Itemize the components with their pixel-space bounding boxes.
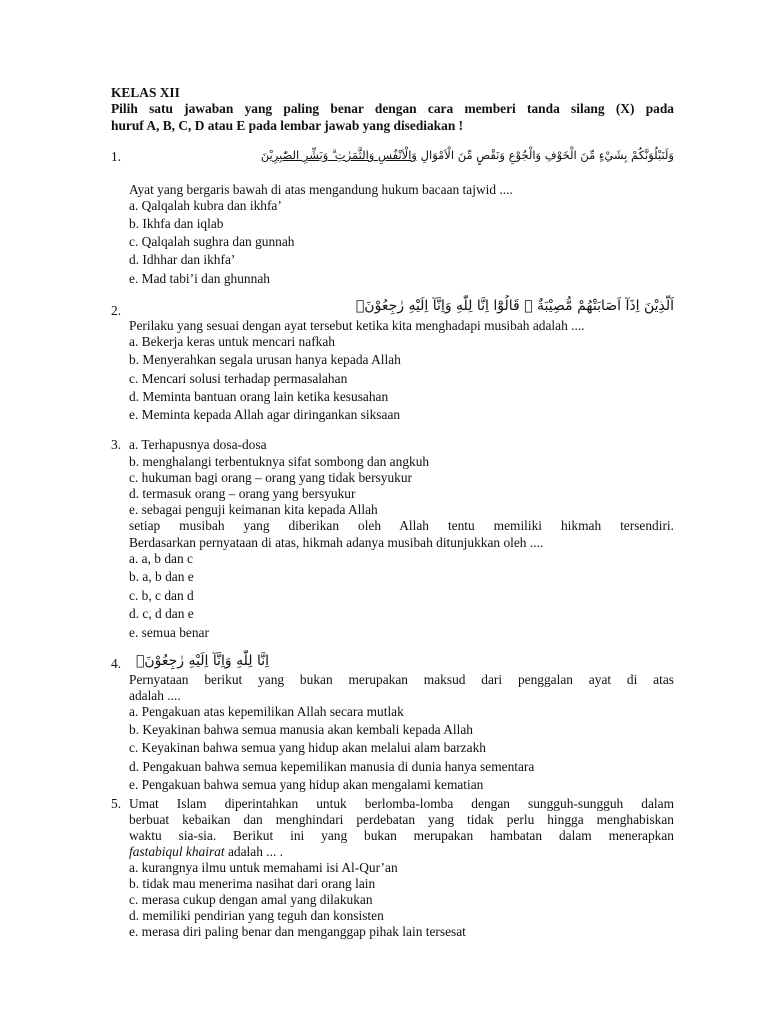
question-4-option-d: d. Pengakuan bahwa semua kepemilikan manusia di dunia hanya sementara <box>129 759 535 774</box>
question-3-number: 3. <box>111 437 122 452</box>
question-3-option-c: c. b, c dan d <box>129 588 194 603</box>
question-2-number: 2. <box>111 303 122 318</box>
instruction-line-1: Pilih satu jawaban yang paling benar dengan cara memberi tanda silang (X) pada <box>111 101 674 116</box>
question-4-option-b: b. Keyakinan bahwa semua manusia akan kembali kepada Allah <box>129 722 473 737</box>
question-3-statement-c: c. hukuman bagi orang – orang yang tidak bersyukur <box>129 470 412 485</box>
question-1-arabic-part-a: وَلَنَبْلُوَنَّكُمْ بِشَيْءٍ مِّنَ الْخَوْفِ وَالْجُوْعِ وَنَقْصٍ مِّنَ الْاَمْوَالِ <box>420 148 674 162</box>
question-3-text-line-2: Berdasarkan pernyataan di atas, hikmah adanya musibah ditunjukkan oleh .... <box>129 535 544 550</box>
question-3-statement-a: a. Terhapusnya dosa-dosa <box>129 437 267 452</box>
question-1-option-b: b. Ikhfa dan iqlab <box>129 216 224 231</box>
question-5-number: 5. <box>111 796 122 811</box>
question-5-option-c: c. merasa cukup dengan amal yang dilakukan <box>129 892 373 907</box>
question-1-option-d: d. Idhhar dan ikhfa’ <box>129 252 236 267</box>
question-1-option-e: e. Mad tabi’i dan ghunnah <box>129 271 270 286</box>
question-1-number: 1. <box>111 149 122 164</box>
question-2-text: Perilaku yang sesuai dengan ayat tersebut ketika kita menghadapi musibah adalah .... <box>129 318 585 333</box>
question-3-statement-d: d. termasuk orang – orang yang bersyukur <box>129 486 356 501</box>
question-4-arabic-verse: اِنَّا لِلّٰهِ وَاِنَّآ اِلَيْهِ رٰجِعُوْنَۗ <box>135 653 269 669</box>
question-5-text-line-1: Umat Islam diperintahkan untuk berlomba-lomba dengan sungguh-sungguh dalam <box>129 796 674 811</box>
question-2-option-a: a. Bekerja keras untuk mencari nafkah <box>129 334 335 349</box>
question-4-text-line-1: Pernyataan berikut yang bukan merupakan maksud dari penggalan ayat di atas <box>129 672 674 687</box>
question-2-arabic-verse: اَلَّذِيْنَ اِذَآ اَصَابَتْهُمْ مُّصِيْبَةٌ ۗ قَالُوْٓا اِنَّا لِلّٰهِ وَاِنَّآ اِلَيْهِ رٰجِعُوْنَۗ <box>355 298 674 314</box>
question-2-option-b: b. Menyerahkan segala urusan hanya kepada Allah <box>129 352 401 367</box>
question-5-text-line-2: berbuat kebaikan dan menghindari perdebatan yang tidak perlu hingga menghabiskan <box>129 812 674 827</box>
question-5-option-e: e. merasa diri paling benar dan menganggap pihak lain tersesat <box>129 924 466 939</box>
question-5-text-line-3: waktu sia-sia. Berikut ini yang bukan merupakan hambatan dalam menerapkan <box>129 828 674 843</box>
question-3-option-b: b. a, b dan e <box>129 569 194 584</box>
question-5-option-b: b. tidak mau menerima nasihat dari orang lain <box>129 876 376 891</box>
question-2-option-d: d. Meminta bantuan orang lain ketika kesusahan <box>129 389 389 404</box>
question-5-option-a: a. kurangnya ilmu untuk memahami isi Al-Qur’an <box>129 860 398 875</box>
question-3-statement-b: b. menghalangi terbentuknya sifat sombong dan angkuh <box>129 454 430 469</box>
question-1-option-c: c. Qalqalah sughra dan gunnah <box>129 234 295 249</box>
question-3-statement-e: e. sebagai penguji keimanan kita kepada Allah <box>129 502 378 517</box>
class-heading: KELAS XII <box>111 85 180 100</box>
question-3-option-e: e. semua benar <box>129 625 209 640</box>
question-1-option-a: a. Qalqalah kubra dan ikhfa’ <box>129 198 282 213</box>
question-1-arabic-underlined: وَالْاَنْفُسِ وَالثَّمَرٰتِ ۗ وَبَشِّرِ الصّٰبِرِيْنَ <box>260 148 417 162</box>
question-4-option-e: e. Pengakuan bahwa semua yang hidup akan mengalami kematian <box>129 777 484 792</box>
question-1-arabic-verse <box>124 144 674 166</box>
question-3-text-line-1: setiap musibah yang diberikan oleh Allah tentu memiliki hikmah tersendiri. <box>129 518 674 533</box>
question-4-option-a: a. Pengakuan atas kepemilikan Allah secara mutlak <box>129 704 404 719</box>
question-5-term: fastabiqul khairat <box>129 844 225 859</box>
question-4-text-line-2: adalah .... <box>129 688 181 703</box>
question-2-option-c: c. Mencari solusi terhadap permasalahan <box>129 371 348 386</box>
question-4-option-c: c. Keyakinan bahwa semua yang hidup akan melalui alam barzakh <box>129 740 486 755</box>
question-1-text: Ayat yang bergaris bawah di atas mengandung hukum bacaan tajwid .... <box>129 182 513 197</box>
question-5-text-line-4: fastabiqul khairat adalah ... . <box>129 844 283 859</box>
question-4-number: 4. <box>111 656 122 671</box>
question-2-option-e: e. Meminta kepada Allah agar diringankan siksaan <box>129 407 401 422</box>
question-5-option-d: d. memiliki pendirian yang teguh dan konsisten <box>129 908 384 923</box>
question-3-option-a: a. a, b dan c <box>129 551 193 566</box>
question-3-option-d: d. c, d dan e <box>129 606 194 621</box>
instruction-line-2: huruf A, B, C, D atau E pada lembar jawab yang disediakan ! <box>111 118 464 133</box>
